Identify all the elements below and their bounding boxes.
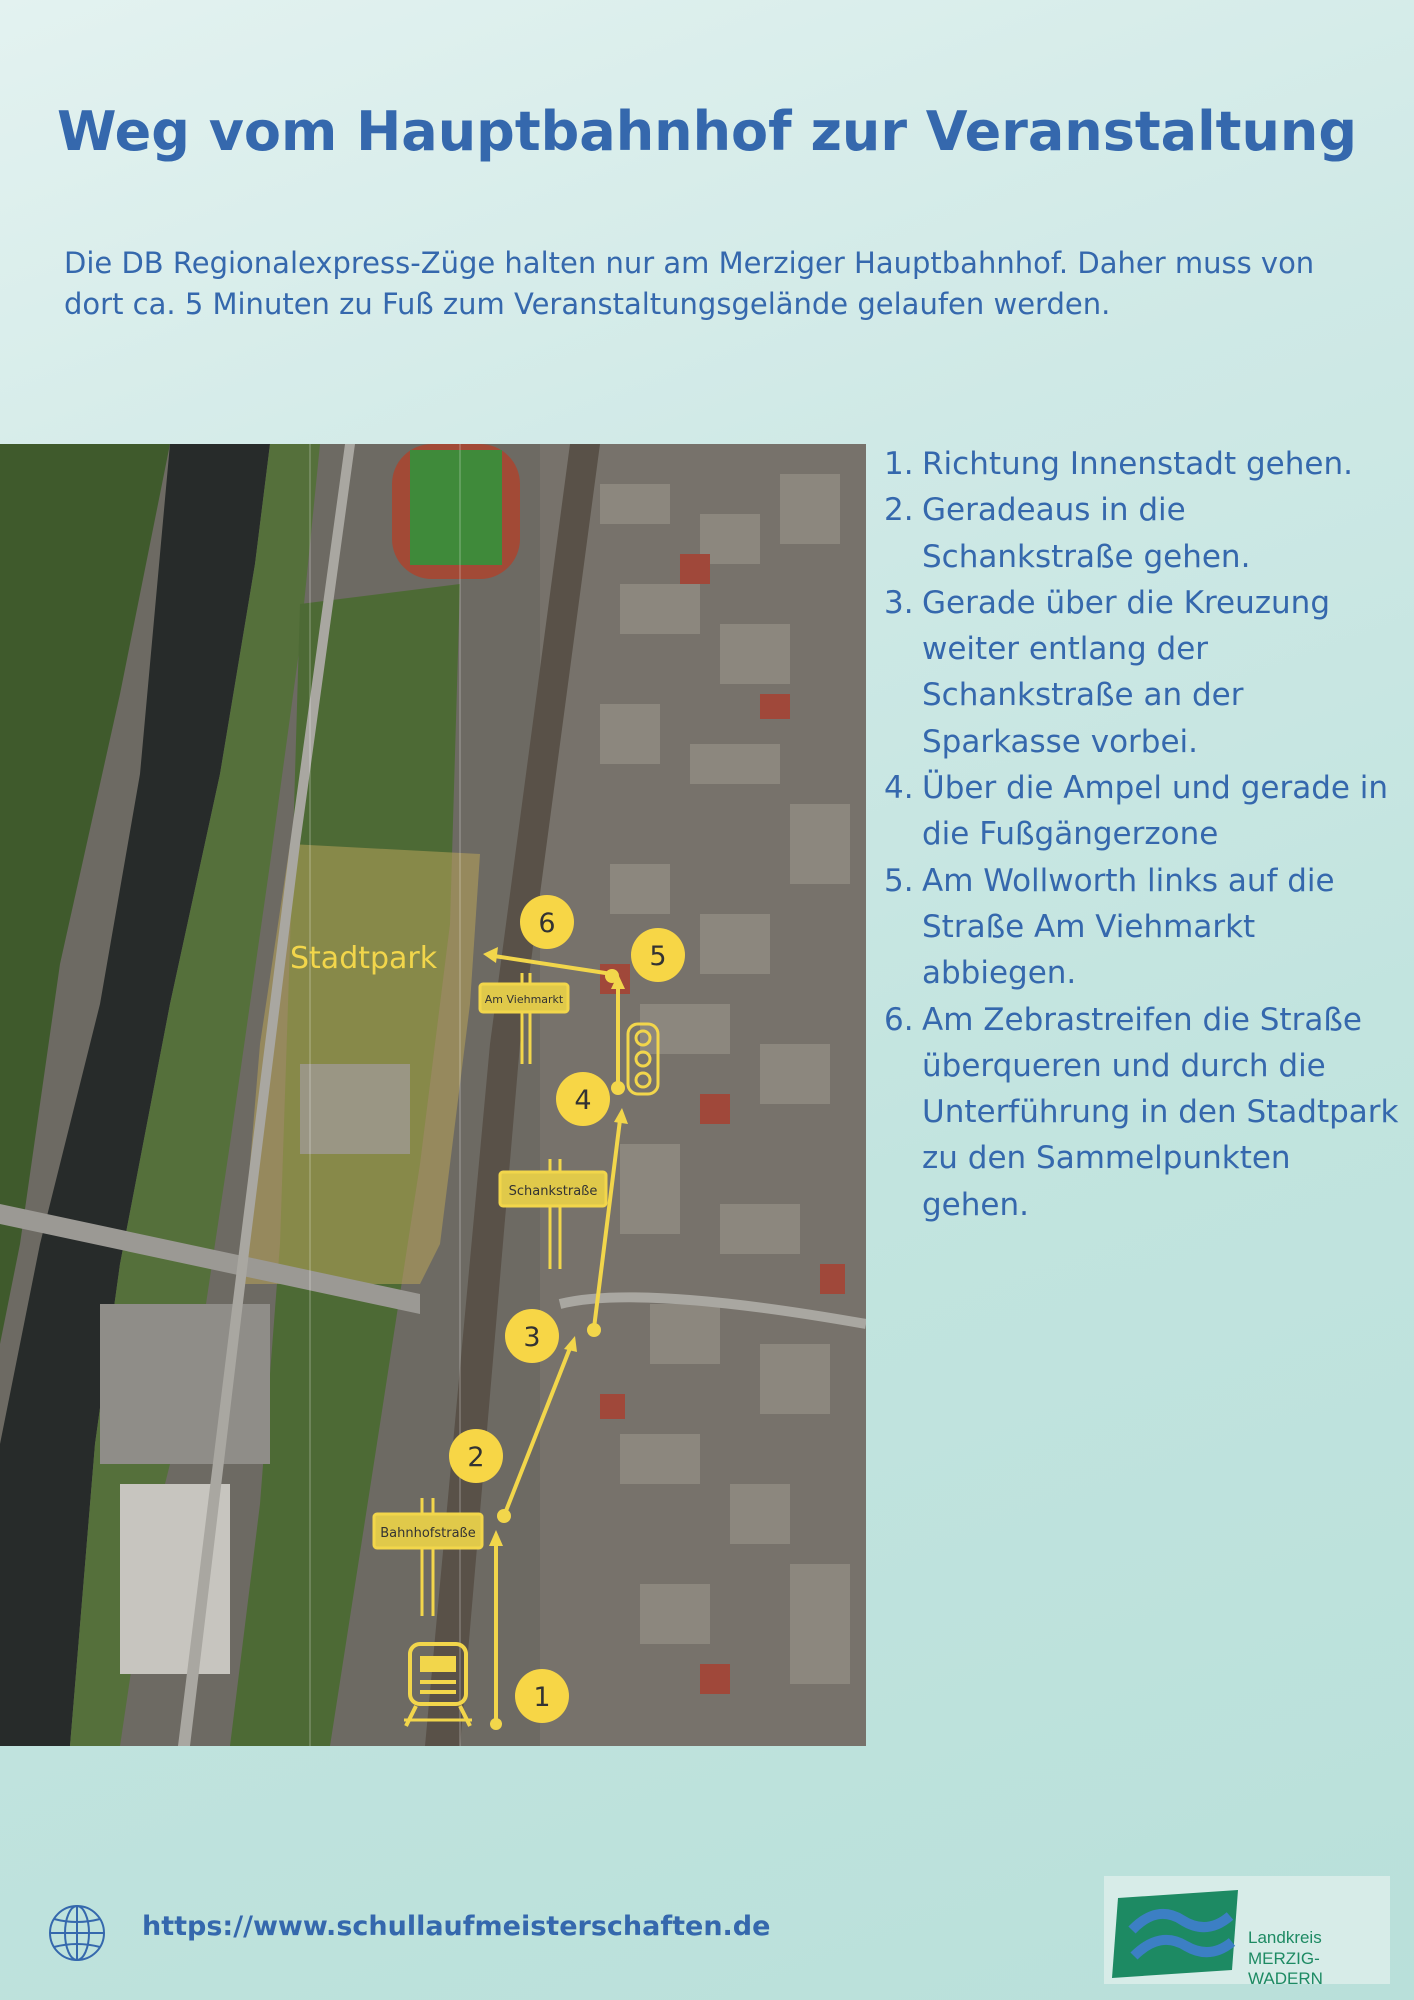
svg-text:2: 2 bbox=[467, 1442, 485, 1473]
intro-text: Die DB Regionalexpress-Züge halten nur am Merziger Hauptbahnhof. Daher muss von dort ca. 5 Minuten zu Fuß zum Veranstaltungsgelände gelaufen werden. bbox=[64, 246, 1315, 321]
direction-step: 1. Richtung Innenstadt gehen. bbox=[884, 446, 1353, 482]
logo-text-region: MERZIG-WADERN bbox=[1248, 1949, 1323, 1988]
street-sign-label: Bahnhofstraße bbox=[380, 1526, 476, 1541]
park-building bbox=[300, 1064, 410, 1154]
globe-icon bbox=[48, 1904, 106, 1962]
street-sign-label: Schankstraße bbox=[508, 1184, 598, 1199]
svg-text:3: 3 bbox=[523, 1322, 541, 1353]
marker-5 bbox=[631, 928, 685, 982]
svg-text:1: 1 bbox=[533, 1682, 551, 1713]
direction-step: 6. Am Zebrastreifen die Straße überqueren und durch die Unterführung in den Stadtpark zu den Sammelpunkten gehen. bbox=[884, 1001, 1399, 1223]
direction-step: 4. Über die Ampel und gerade in die Fußgängerzone bbox=[884, 770, 1389, 853]
route-map bbox=[0, 444, 866, 1746]
direction-step: 5. Am Wollworth links auf die Straße Am Viehmarkt abbiegen. bbox=[884, 862, 1335, 992]
directions-list bbox=[884, 441, 1404, 1228]
page-title: Weg vom Hauptbahnhof zur Veranstaltung bbox=[57, 100, 1357, 163]
sports-field bbox=[410, 450, 502, 565]
svg-text:4: 4 bbox=[574, 1085, 592, 1116]
svg-text:6: 6 bbox=[538, 908, 556, 939]
marker-6 bbox=[520, 895, 574, 949]
logo-mark-icon bbox=[1112, 1890, 1238, 1978]
direction-step: 2. Geradeaus in die Schankstraße gehen. bbox=[884, 492, 1251, 575]
parking-lot bbox=[100, 1304, 270, 1464]
marker-2 bbox=[449, 1429, 503, 1483]
svg-text:5: 5 bbox=[649, 941, 667, 972]
logo-text-landkreis: Landkreis bbox=[1248, 1928, 1322, 1947]
marker-1 bbox=[515, 1669, 569, 1723]
landkreis-logo bbox=[1104, 1876, 1390, 1988]
website-link[interactable]: https://www.schullaufmeisterschaften.de bbox=[142, 1911, 771, 1942]
street-sign-label: Am Viehmarkt bbox=[484, 993, 564, 1006]
marker-3 bbox=[505, 1309, 559, 1363]
stadtpark-label: Stadtpark bbox=[290, 941, 438, 976]
marker-4 bbox=[556, 1072, 610, 1126]
direction-step: 3. Gerade über die Kreuzung weiter entlang der Schankstraße an der Sparkasse vorbei. bbox=[884, 584, 1331, 760]
